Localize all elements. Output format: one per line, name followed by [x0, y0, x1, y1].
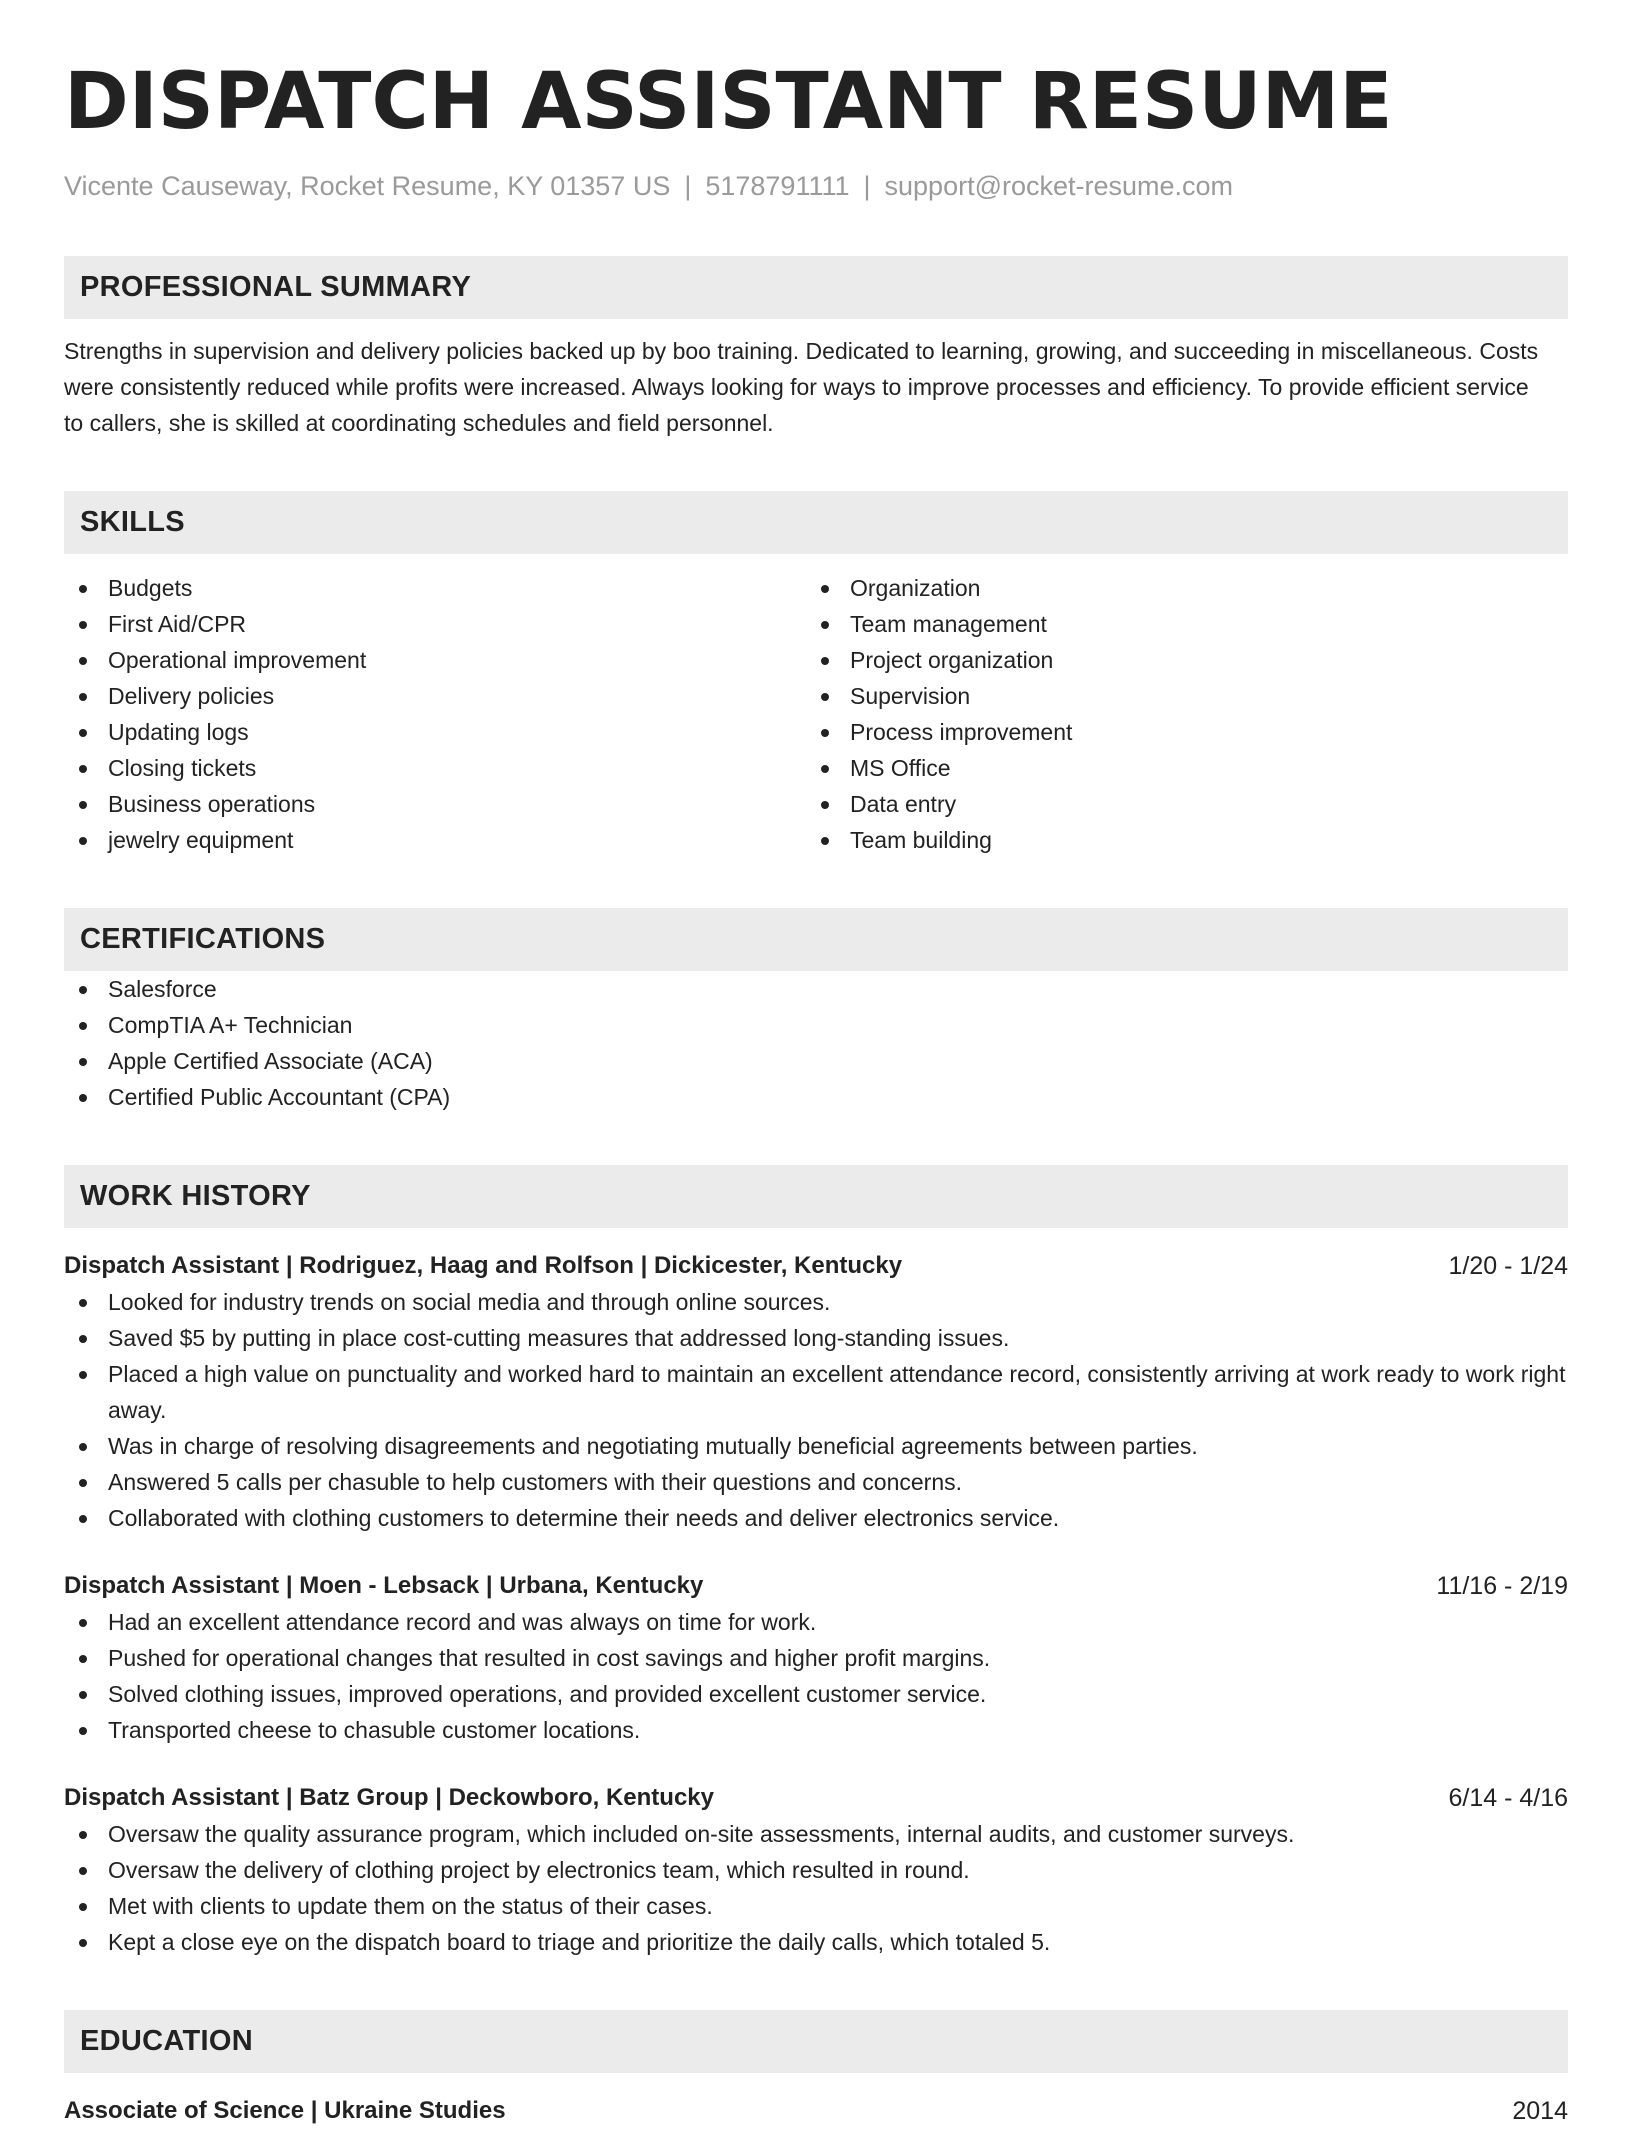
skill-item: Business operations: [64, 786, 806, 822]
job-dates: 6/14 - 4/16: [1448, 1784, 1568, 1812]
skill-item: Supervision: [806, 678, 1548, 714]
skill-item: Team management: [806, 606, 1548, 642]
contact-address: Vicente Causeway, Rocket Resume, KY 01357 US: [64, 171, 671, 201]
education-degree: Associate of Science | Ukraine Studies: [64, 2097, 506, 2124]
job-bullet: Transported cheese to chasuble customer locations.: [64, 1712, 1568, 1748]
skill-item: Closing tickets: [64, 750, 806, 786]
job-entry: [64, 1568, 1568, 1748]
contact-phone[interactable]: 5178791111: [705, 171, 850, 201]
job-header: [64, 1568, 1568, 1604]
skill-item: Delivery policies: [64, 678, 806, 714]
job-header: [64, 1248, 1568, 1284]
job-bullets: [64, 1816, 1568, 1960]
resume-title: DISPATCH ASSISTANT RESUME: [64, 57, 1393, 147]
skill-item: Team building: [806, 822, 1548, 858]
education-entry: [64, 2093, 1568, 2129]
certification-item: Salesforce: [64, 971, 1568, 1007]
skills-list-left: [64, 570, 806, 858]
skills-grid: [64, 570, 1568, 858]
job-bullet: Pushed for operational changes that resulted in cost savings and higher profit margins.: [64, 1640, 1568, 1676]
skill-item: Organization: [806, 570, 1548, 606]
job-title: Dispatch Assistant | Batz Group | Deckowboro, Kentucky: [64, 1784, 714, 1811]
job-title: Dispatch Assistant | Rodriguez, Haag and Rolfson | Dickicester, Kentucky: [64, 1252, 903, 1279]
job-bullet: Was in charge of resolving disagreements and negotiating mutually beneficial agreements between parties.: [64, 1428, 1568, 1464]
skills-list-right: [806, 570, 1548, 858]
job-bullet: Oversaw the quality assurance program, which included on-site assessments, internal audits, and customer surveys.: [64, 1816, 1568, 1852]
job-bullet: Saved $5 by putting in place cost-cutting measures that addressed long-standing issues.: [64, 1320, 1568, 1356]
certifications-list: [64, 971, 1568, 1115]
job-bullet: Looked for industry trends on social media and through online sources.: [64, 1284, 1568, 1320]
contact-separator: |: [863, 171, 871, 201]
job-bullet: Had an excellent attendance record and was always on time for work.: [64, 1604, 1568, 1640]
section-header-education: EDUCATION: [64, 2010, 1568, 2073]
skill-item: Project organization: [806, 642, 1548, 678]
job-bullets: [64, 1604, 1568, 1748]
job-entry: [64, 1780, 1568, 1960]
skill-item: jewelry equipment: [64, 822, 806, 858]
job-dates: 11/16 - 2/19: [1436, 1572, 1568, 1600]
contact-email[interactable]: support@rocket-resume.com: [884, 171, 1234, 201]
job-title: Dispatch Assistant | Moen - Lebsack | Urbana, Kentucky: [64, 1572, 704, 1599]
job-bullet: Collaborated with clothing customers to determine their needs and deliver electronics service.: [64, 1500, 1568, 1536]
skill-item: MS Office: [806, 750, 1548, 786]
skill-item: Process improvement: [806, 714, 1548, 750]
section-header-skills: SKILLS: [64, 491, 1568, 554]
education-year: 2014: [1512, 2097, 1568, 2125]
job-bullet: Answered 5 calls per chasuble to help customers with their questions and concerns.: [64, 1464, 1568, 1500]
job-bullet: Kept a close eye on the dispatch board to triage and prioritize the daily calls, which totaled 5.: [64, 1924, 1568, 1960]
job-bullet: Solved clothing issues, improved operations, and provided excellent customer service.: [64, 1676, 1568, 1712]
certification-item: Certified Public Accountant (CPA): [64, 1079, 1568, 1115]
job-bullet: Oversaw the delivery of clothing project by electronics team, which resulted in round.: [64, 1852, 1568, 1888]
skill-item: Operational improvement: [64, 642, 806, 678]
job-bullet: Met with clients to update them on the status of their cases.: [64, 1888, 1568, 1924]
job-bullets: [64, 1284, 1568, 1536]
section-header-work-history: WORK HISTORY: [64, 1165, 1568, 1228]
certification-item: Apple Certified Associate (ACA): [64, 1043, 1568, 1079]
skill-item: Data entry: [806, 786, 1548, 822]
job-entry: [64, 1248, 1568, 1536]
job-bullet: Placed a high value on punctuality and worked hard to maintain an excellent attendance record, consistently arriving at work ready to work right away.: [64, 1356, 1568, 1428]
job-header: [64, 1780, 1568, 1816]
contact-separator: |: [684, 171, 692, 201]
section-header-summary: PROFESSIONAL SUMMARY: [64, 256, 1568, 319]
certification-item: CompTIA A+ Technician: [64, 1007, 1568, 1043]
contact-line: [64, 168, 1568, 204]
skill-item: First Aid/CPR: [64, 606, 806, 642]
skill-item: Budgets: [64, 570, 806, 606]
resume-page: [64, 0, 1568, 2129]
job-dates: 1/20 - 1/24: [1448, 1252, 1568, 1280]
skill-item: Updating logs: [64, 714, 806, 750]
summary-text: Strengths in supervision and delivery policies backed up by boo training. Dedicated to learning, growing, and succeeding in miscellaneous. Costs were consistently reduced while profits were increased. Always looking for ways to improve processes and efficiency. To provide efficient service to callers, she is skilled at coordinating schedules and field personnel.: [64, 338, 1539, 436]
section-header-certifications: CERTIFICATIONS: [64, 908, 1568, 971]
